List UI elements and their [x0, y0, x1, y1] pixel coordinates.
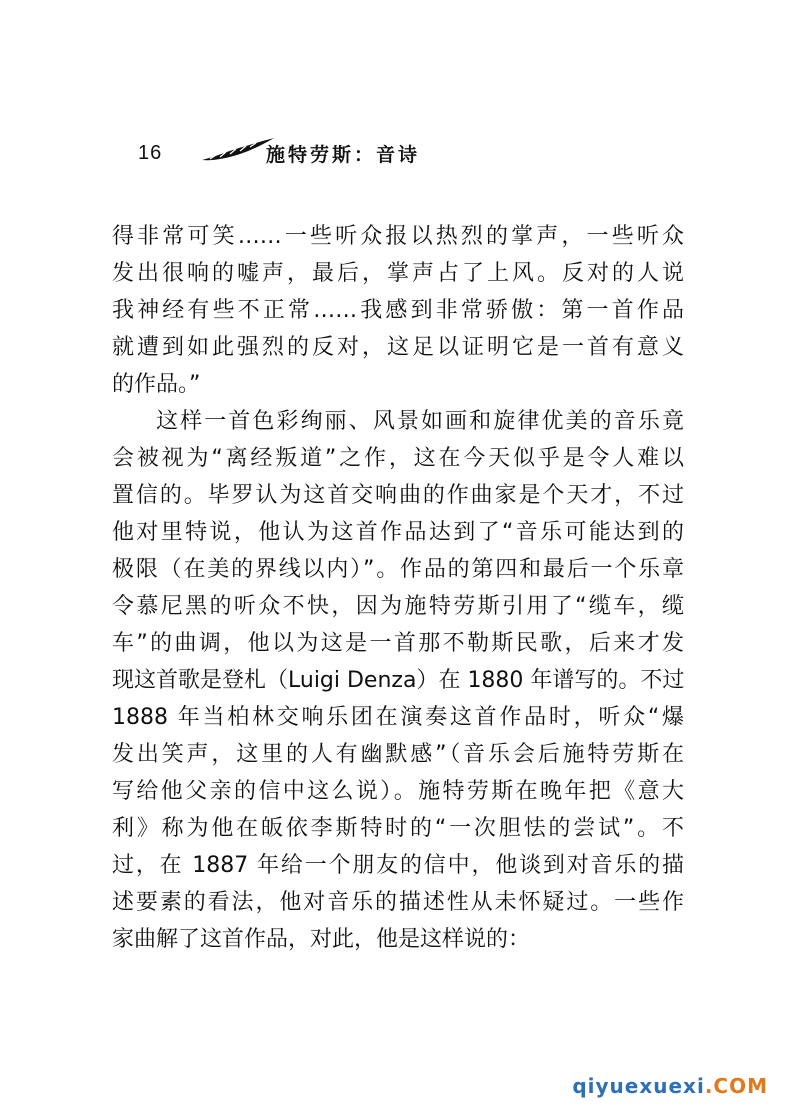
text-line: 写给他父亲的信中这么说）。施特劳斯在晚年把《意大 [112, 779, 684, 804]
text-line: 这样一首色彩绚丽、风景如画和旋律优美的音乐竟 [156, 409, 684, 434]
text-line: 家曲解了这首作品，对此，他是这样说的： [112, 927, 531, 952]
text-line: 令慕尼黑的听众不快，因为施特劳斯引用了“缆车，缆 [112, 594, 684, 619]
watermark-domain: qiyuexuexi [572, 1074, 705, 1098]
text-line: 会被视为“离经叛道”之作，这在今天似乎是令人难以 [112, 446, 684, 471]
text-line: 过，在 1887 年给一个朋友的信中，他谈到对音乐的描 [112, 853, 684, 878]
text-line: 我神经有些不正常……我感到非常骄傲：第一首作品 [112, 298, 684, 323]
watermark-tld: .COM [704, 1074, 768, 1098]
text-line: 1888 年当柏林交响乐团在演奏这首作品时，听众“爆 [112, 705, 684, 730]
text-line: 的作品。” [112, 372, 201, 397]
text-line: 车”的曲调，他以为这是一首那不勒斯民歌，后来才发 [112, 631, 684, 656]
text-line: 现这首歌是登札（Luigi Denza）在 1880 年谱写的。不过 [112, 668, 685, 693]
paragraph [112, 403, 684, 958]
text-line: 得非常可笑……一些听众报以热烈的掌声，一些听众 [112, 224, 684, 249]
text-line: 发出笑声，这里的人有幽默感”（音乐会后施特劳斯在 [112, 742, 684, 767]
page-number: 16 [138, 142, 163, 164]
quill-flourish-icon [200, 136, 276, 166]
body-text [112, 218, 684, 958]
paragraph [112, 218, 684, 403]
running-title: 施特劳斯：音诗 [266, 144, 421, 166]
text-line: 就遭到如此强烈的反对，这足以证明它是一首有意义 [112, 335, 684, 360]
text-line: 极限（在美的界线以内）”。作品的第四和最后一个乐章 [112, 557, 684, 582]
text-line: 发出很响的嘘声，最后，掌声占了上风。反对的人说 [112, 261, 684, 286]
site-watermark [572, 1074, 768, 1098]
text-line: 利》称为他在皈依李斯特时的“一次胆怯的尝试”。不 [112, 816, 684, 841]
text-line: 他对里特说，他认为这首作品达到了“音乐可能达到的 [112, 520, 684, 545]
running-header [138, 136, 598, 172]
text-line: 置信的。毕罗认为这首交响曲的作曲家是个天才，不过 [112, 483, 684, 508]
text-line: 述要素的看法，他对音乐的描述性从未怀疑过。一些作 [112, 890, 684, 915]
